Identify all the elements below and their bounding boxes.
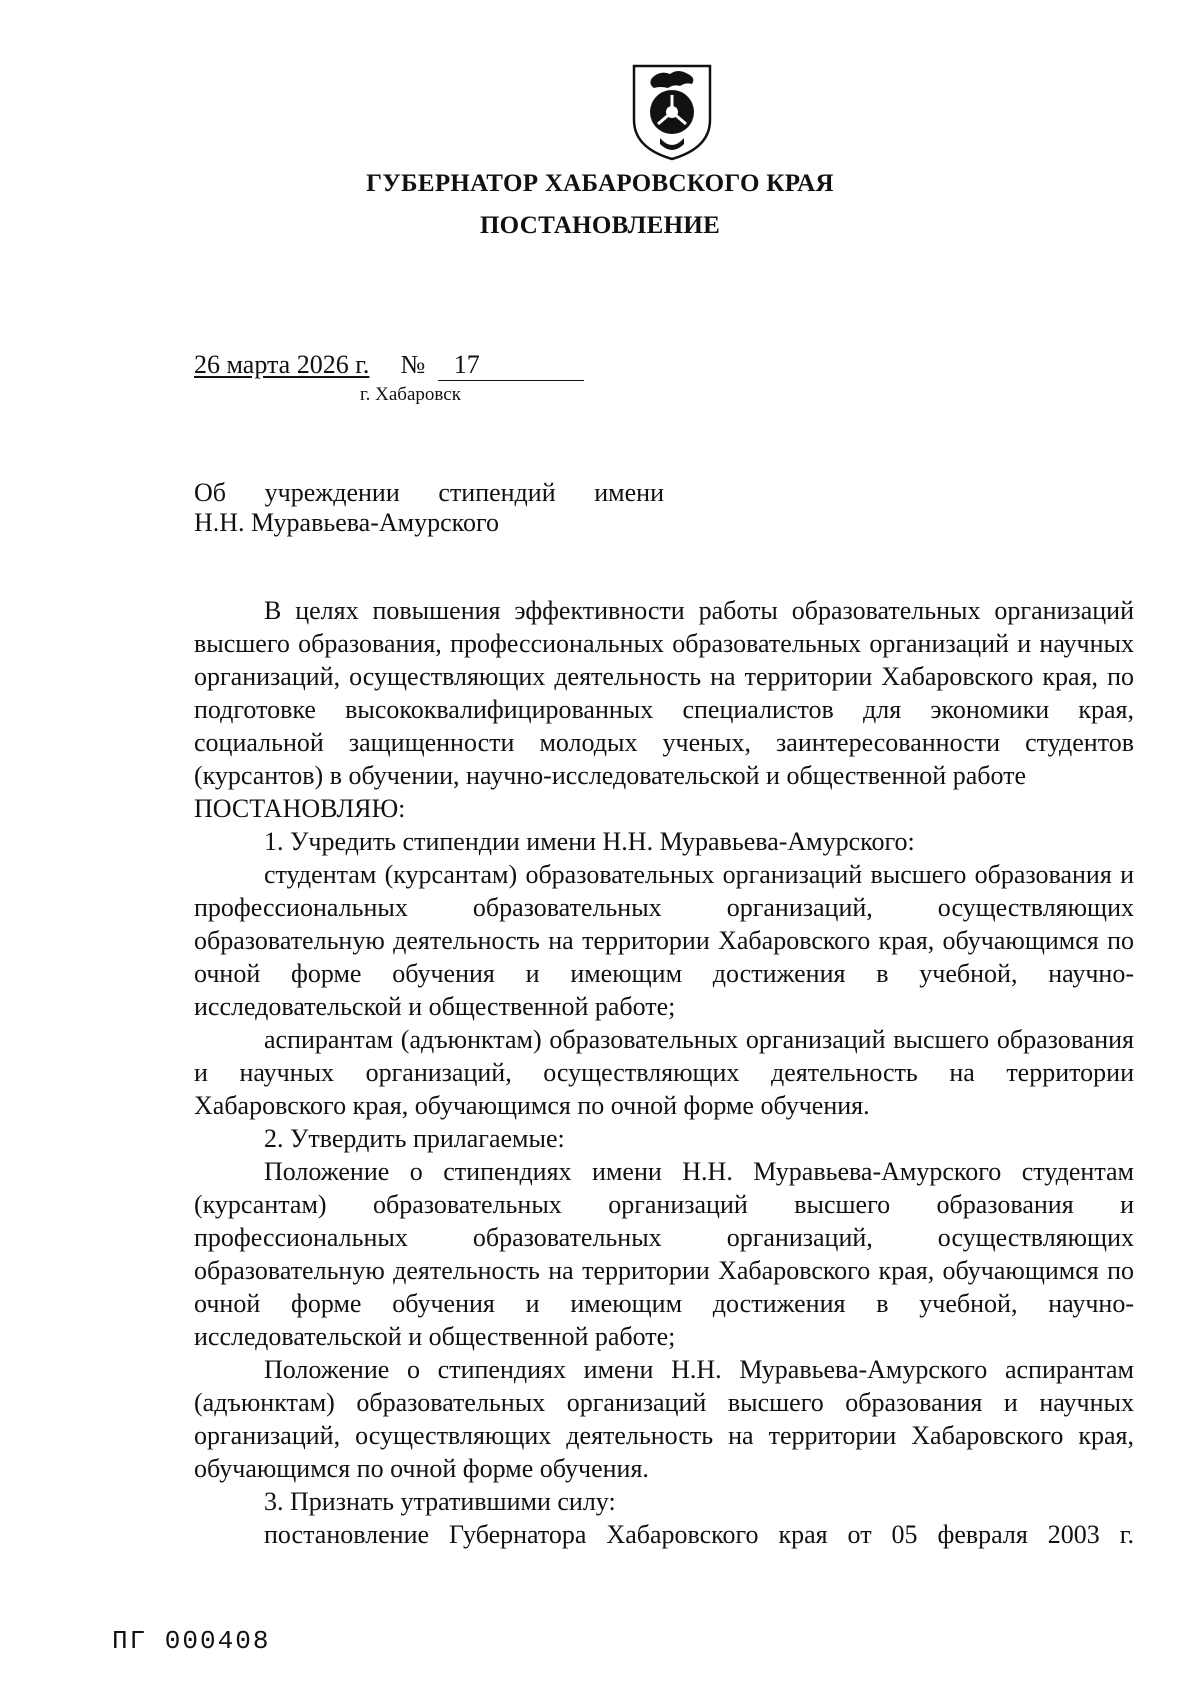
coat-of-arms-emblem	[630, 62, 714, 162]
document-title	[194, 478, 664, 538]
document-date: 26 марта 2026 г.	[194, 350, 370, 379]
document-number: 17	[438, 350, 584, 381]
item-2-students-regulation: Положение о стипендиях имени Н.Н. Муравьева-Амурского студентам (курсантам) образовательных организаций высшего образования и профессиональных образовательных организаций, осуществляющих образовательную деятельность на территории Хабаровского края, обучающимся по очной форме обучения и имеющим достижения в учебной, научно-исследовательской и общественной работе;	[194, 1157, 1134, 1351]
item-3-repealed-act: постановление Губернатора Хабаровского края от 05 февраля 2003 г.	[264, 1520, 1134, 1549]
authority-heading: ГУБЕРНАТОР ХАБАРОВСКОГО КРАЯ	[366, 170, 834, 197]
decree-word: ПОСТАНОВЛЯЮ:	[194, 794, 406, 823]
number-label: №	[400, 350, 426, 379]
document-city: г. Хабаровск	[360, 384, 461, 405]
item-3: 3. Признать утратившими силу:	[264, 1487, 616, 1516]
preamble-paragraph: В целях повышения эффективности работы образовательных организаций высшего образования, профессиональных образовательных организаций и научных организаций, осуществляющих деятельность на территории Хабаровского края, по подготовке высококвалифицированных специалистов для экономики края, социальной защищенности молодых ученых, заинтересованности студентов (курсантов) в обучении, научно-исследовательской и общественной работе	[194, 596, 1134, 790]
title-line-1: Об учреждении стипендий имени	[194, 478, 664, 507]
item-2: 2. Утвердить прилагаемые:	[264, 1124, 565, 1153]
item-2-postgraduates-regulation: Положение о стипендиях имени Н.Н. Муравьева-Амурского аспирантам (адъюнктам) образовательных организаций высшего образования и научных организаций, осуществляющих деятельность на территории Хабаровского края, обучающимся по очной форме обучения.	[194, 1355, 1134, 1483]
document-type-heading: ПОСТАНОВЛЕНИЕ	[479, 212, 721, 239]
document-body	[194, 594, 1134, 1551]
form-serial-number: ПГ 000408	[112, 1626, 271, 1656]
item-1-postgraduates: аспирантам (адъюнктам) образовательных организаций высшего образования и научных организаций, осуществляющих деятельность на территории Хабаровского края, обучающимся по очной форме обучения.	[194, 1025, 1134, 1120]
item-1-students: студентам (курсантам) образовательных организаций высшего образования и профессиональных образовательных организаций, осуществляющих образовательную деятельность на территории Хабаровского края, обучающимся по очной форме обучения и имеющим достижения в учебной, научно-исследовательской и общественной работе;	[194, 860, 1134, 1021]
date-number-line	[194, 350, 584, 381]
item-1: 1. Учредить стипендии имени Н.Н. Муравьева-Амурского:	[264, 827, 915, 856]
title-line-2: Н.Н. Муравьева-Амурского	[194, 508, 499, 537]
